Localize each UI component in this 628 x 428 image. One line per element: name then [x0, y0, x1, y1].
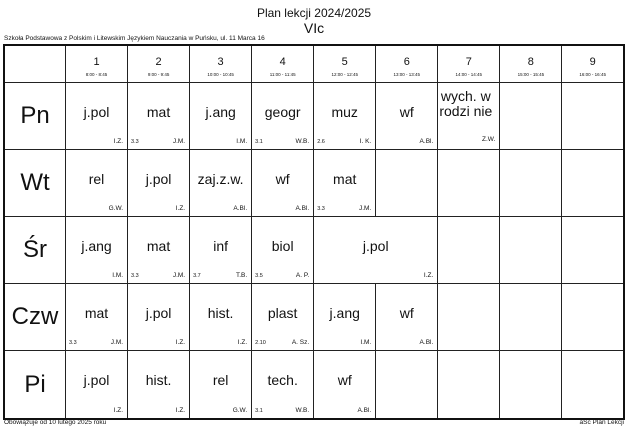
- lesson-teacher: I.M.: [360, 339, 372, 347]
- lesson-teacher: I.Z.: [237, 339, 248, 347]
- timetable-grid: [3, 44, 625, 420]
- lesson-subject: hist.: [145, 372, 172, 389]
- lesson-cell: [190, 83, 252, 150]
- lesson-teacher: W.B.: [295, 407, 310, 414]
- period-header-row: [4, 45, 624, 83]
- empty-cell: [562, 284, 624, 351]
- lesson-teacher: W.B.: [295, 138, 310, 146]
- period-header: [252, 45, 314, 83]
- lesson-teacher: G.W.: [232, 407, 248, 414]
- empty-cell: [500, 150, 562, 217]
- lesson-teacher: A.Bl.: [233, 205, 248, 213]
- lesson-cell: [252, 351, 314, 419]
- lesson-teacher: A. P.: [295, 272, 310, 280]
- lesson-subject: rel: [88, 171, 105, 188]
- period-time: 14:00 - 14:45: [455, 72, 483, 77]
- lesson-cell: [66, 150, 128, 217]
- lesson-teacher: J.M.: [172, 272, 186, 280]
- day-label: Wt: [4, 150, 66, 217]
- lesson-teacher: I. K.: [359, 138, 372, 146]
- lesson-subject: j.pol: [145, 305, 172, 322]
- period-number: 8: [527, 56, 534, 68]
- lesson-subject: wych. w rodzi nie: [439, 88, 493, 119]
- lesson-teacher: I.Z.: [423, 272, 434, 280]
- period-time: 12:00 - 12:45: [331, 72, 358, 77]
- lesson-teacher: J.M.: [358, 205, 372, 213]
- lesson-subject: j.ang: [81, 238, 112, 255]
- lesson-teacher: I.Z.: [175, 407, 186, 414]
- lesson-subject: mat: [84, 305, 109, 322]
- empty-cell: [438, 217, 500, 284]
- lesson-cell: [66, 217, 128, 284]
- lesson-subject: plast: [267, 305, 298, 322]
- lesson-cell: [314, 83, 376, 150]
- day-row: [4, 83, 624, 150]
- lesson-subject: wf: [399, 104, 414, 120]
- period-number: 1: [93, 56, 100, 68]
- lesson-teacher: A.Bl.: [419, 339, 434, 347]
- school-name: Szkoła Podstawowa z Polskim i Litewskim Językiem Nauczania w Puńsku, ul. 11 Marca 16: [4, 35, 265, 42]
- lesson-subject: wf: [337, 372, 352, 389]
- lesson-teacher: T.B.: [235, 272, 248, 280]
- empty-cell: [376, 150, 438, 217]
- lesson-cell: [252, 150, 314, 217]
- lesson-subject: biol: [271, 238, 294, 255]
- lesson-subject: j.pol: [145, 171, 172, 188]
- lesson-subject: zaj.z.w.: [197, 171, 244, 188]
- lesson-room: 3.1: [255, 139, 263, 146]
- empty-cell: [438, 150, 500, 217]
- lesson-cell: [66, 284, 128, 351]
- day-label: Czw: [4, 284, 66, 351]
- period-number: 3: [217, 56, 224, 68]
- empty-cell: [500, 217, 562, 284]
- lesson-teacher: I.M.: [112, 272, 124, 280]
- empty-cell: [376, 351, 438, 419]
- lesson-cell: [252, 217, 314, 284]
- lesson-room: 2.10: [255, 340, 266, 347]
- class-name: VIc: [303, 20, 325, 36]
- lesson-cell: [438, 83, 500, 150]
- lesson-subject: j.pol: [83, 372, 110, 389]
- lesson-cell: [376, 83, 438, 150]
- empty-cell: [500, 351, 562, 419]
- lesson-room: 3.7: [193, 273, 201, 280]
- period-header: [376, 45, 438, 83]
- period-time: 11:00 - 11:45: [269, 72, 296, 77]
- lesson-subject: hist.: [207, 305, 234, 322]
- lesson-cell: [376, 284, 438, 351]
- lesson-cell: [66, 351, 128, 419]
- corner-cell: [4, 45, 66, 83]
- lesson-teacher: I.Z.: [175, 205, 186, 213]
- empty-cell: [438, 284, 500, 351]
- period-number: 5: [341, 56, 348, 68]
- lesson-teacher: I.Z.: [175, 339, 186, 347]
- period-time: 9:00 - 9:45: [147, 72, 170, 77]
- lesson-cell: [190, 150, 252, 217]
- lesson-cell: [314, 150, 376, 217]
- period-time: 16:00 - 16:45: [579, 72, 606, 77]
- period-time: 13:00 - 13:45: [393, 72, 421, 77]
- lesson-subject: mat: [146, 238, 171, 255]
- period-number: 4: [279, 56, 286, 68]
- lesson-subject: mat: [146, 104, 171, 120]
- period-header: [438, 45, 500, 83]
- lesson-subject: mat: [333, 171, 357, 188]
- lesson-subject: j.ang: [329, 305, 360, 322]
- day-row: [4, 351, 624, 419]
- lesson-room: 3.1: [255, 408, 263, 414]
- page-title: Plan lekcji 2024/2025: [256, 6, 372, 20]
- lesson-cell: [314, 284, 376, 351]
- lesson-subject: inf: [213, 238, 229, 255]
- period-header: [128, 45, 190, 83]
- lesson-subject: wf: [275, 171, 290, 188]
- lesson-subject: muz: [331, 104, 358, 120]
- lesson-cell: [190, 284, 252, 351]
- lesson-subject: geogr: [264, 104, 301, 120]
- lesson-cell: [128, 351, 190, 419]
- period-header: [562, 45, 624, 83]
- lesson-teacher: I.Z.: [113, 138, 124, 146]
- lesson-cell: [190, 217, 252, 284]
- lesson-subject: tech.: [267, 372, 298, 389]
- lesson-teacher: I.M.: [236, 138, 248, 146]
- generator-credit: aSc Plan Lekcji: [579, 419, 624, 426]
- lesson-subject: j.pol: [362, 238, 389, 255]
- lesson-subject: j.pol: [83, 104, 110, 120]
- lesson-teacher: G.W.: [108, 205, 124, 213]
- period-number: 7: [465, 56, 472, 68]
- lesson-cell: [314, 351, 376, 419]
- lesson-cell: [66, 83, 128, 150]
- lesson-cell: [128, 83, 190, 150]
- lesson-cell: [314, 217, 438, 284]
- period-time: 10:00 - 10:45: [207, 72, 234, 77]
- period-header: [66, 45, 128, 83]
- lesson-subject: j.ang: [205, 104, 236, 120]
- day-label: Pi: [4, 351, 66, 419]
- lesson-cell: [252, 284, 314, 351]
- lesson-teacher: A.Bl.: [357, 407, 372, 414]
- empty-cell: [438, 351, 500, 419]
- lesson-room: 3.3: [131, 273, 139, 280]
- day-row: [4, 284, 624, 351]
- lesson-room: 3.3: [69, 340, 77, 347]
- period-time: 15:00 - 15:45: [517, 72, 545, 77]
- lesson-teacher: J.M.: [110, 339, 124, 347]
- period-number: 9: [589, 56, 596, 68]
- lesson-teacher: J.M.: [172, 138, 186, 146]
- lesson-room: 2.6: [317, 139, 325, 146]
- period-number: 2: [155, 56, 162, 68]
- lesson-room: 3.3: [317, 206, 325, 213]
- lesson-teacher: A.Bl.: [295, 205, 310, 213]
- lesson-teacher: A. Sz.: [291, 339, 310, 347]
- empty-cell: [500, 284, 562, 351]
- empty-cell: [562, 83, 624, 150]
- empty-cell: [500, 83, 562, 150]
- period-header: [500, 45, 562, 83]
- lesson-cell: [252, 83, 314, 150]
- lesson-cell: [128, 150, 190, 217]
- period-header: [314, 45, 376, 83]
- empty-cell: [562, 150, 624, 217]
- valid-from-note: Obowiązuje od 10 lutego 2025 roku: [4, 419, 107, 426]
- period-time: 8:00 - 8:45: [85, 72, 108, 77]
- day-row: [4, 150, 624, 217]
- day-label: Śr: [4, 217, 66, 284]
- period-header: [190, 45, 252, 83]
- lesson-room: 3.3: [131, 139, 139, 146]
- lesson-teacher: A.Bl.: [419, 138, 434, 146]
- lesson-subject: rel: [212, 372, 229, 389]
- empty-cell: [562, 217, 624, 284]
- lesson-room: 3.5: [255, 273, 263, 280]
- period-number: 6: [403, 56, 410, 68]
- lesson-cell: [128, 284, 190, 351]
- lesson-teacher: I.Z.: [113, 407, 124, 414]
- lesson-subject: wf: [399, 305, 414, 322]
- lesson-cell: [128, 217, 190, 284]
- lesson-cell: [190, 351, 252, 419]
- day-label: Pn: [4, 83, 66, 150]
- lesson-teacher: Z.W.: [481, 136, 496, 144]
- empty-cell: [562, 351, 624, 419]
- day-row: [4, 217, 624, 284]
